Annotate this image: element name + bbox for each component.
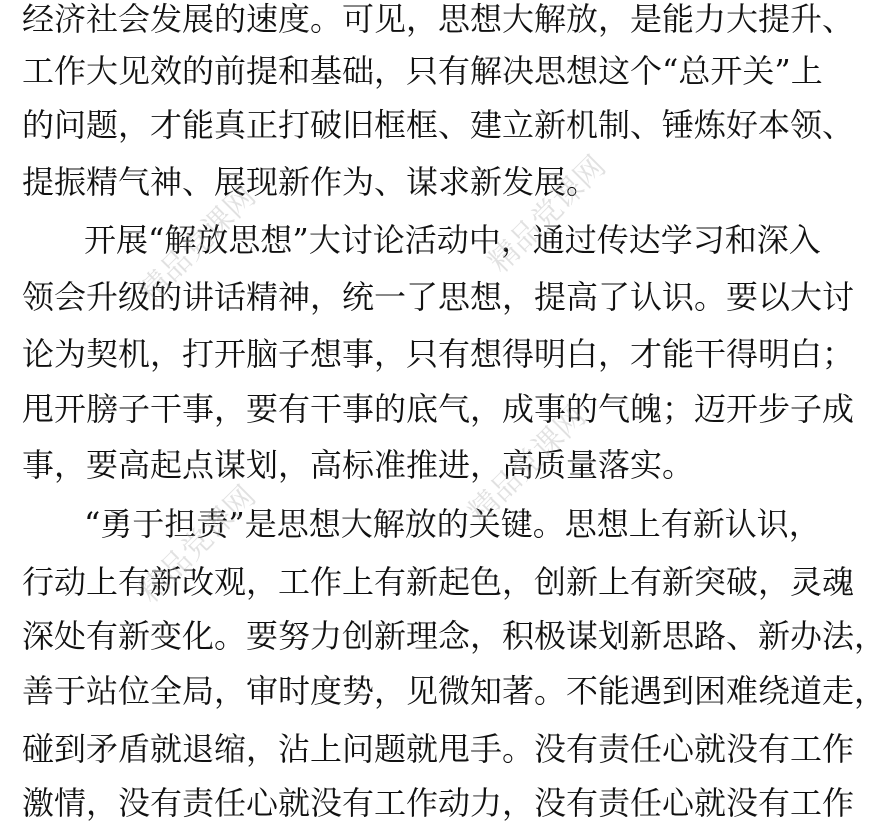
text-line-6: 领会升级的讲话精神，统一了思想，提高了认识。要以大讨 (22, 278, 855, 316)
text-line-2: 工作大见效的前提和基础，只有解决思想这个“总开关”上 (22, 52, 823, 90)
text-line-3: 的问题，才能真正打破旧框框、建立新机制、锤炼好本领、 (22, 106, 855, 144)
text-line-9: 事，要高起点谋划，高标准推进，高质量落实。 (22, 446, 695, 484)
text-line-15: 激情，没有责任心就没有工作动力，没有责任心就没有工作 (22, 784, 855, 822)
text-line-7: 论为契机，打开脑子想事，只有想得明白，才能干得明白； (22, 335, 855, 373)
text-line-8: 甩开膀子干事，要有干事的底气，成事的气魄；迈开步子成 (22, 390, 855, 428)
text-line-14: 碰到矛盾就退缩，沾上问题就甩手。没有责任心就没有工作 (22, 730, 855, 768)
watermark-text: 精品党课网 (132, 179, 263, 310)
text-line-11: 行动上有新改观，工作上有新起色，创新上有新突破，灵魂 (22, 563, 855, 601)
text-line-13: 善于站位全局，审时度势，见微知著。不能遇到困难绕道走， (22, 672, 886, 710)
text-line-5: 开展“解放思想”大讨论活动中，通过传达学习和深入 (84, 221, 821, 259)
text-line-12: 深处有新变化。要努力创新理念，积极谋划新思路、新办法， (22, 617, 886, 655)
watermark-text: 精品党课网 (482, 149, 613, 280)
watermark-text: 精品党课网 (132, 479, 263, 610)
text-line-10: “勇于担责”是思想大解放的关键。思想上有新认识， (84, 505, 821, 543)
watermark-text: 精品党课网 (462, 399, 593, 530)
text-line-4: 提振精气神、展现新作为、谋求新发展。 (22, 163, 599, 201)
text-line-1: 经济社会发展的速度。可见，思想大解放，是能力大提升、 (22, 0, 855, 38)
